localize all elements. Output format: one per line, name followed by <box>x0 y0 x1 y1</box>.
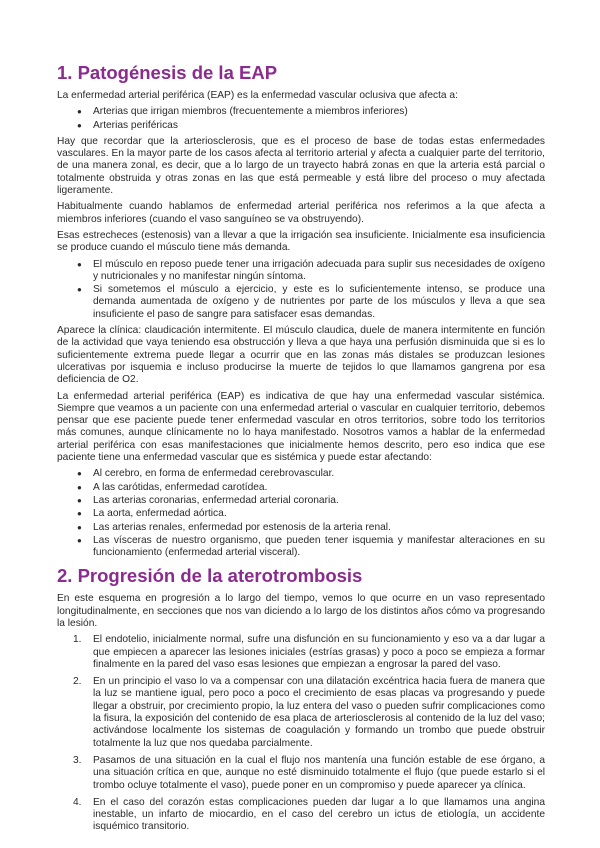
step-number: 1. <box>73 634 82 646</box>
section-1-heading: 1. Patogénesis de la EAP <box>57 62 278 83</box>
paragraph-progression-intro: En este esquema en progresión a lo largo del tiempo, vemos lo que ocurre en un vaso representado longitudinalmente, en secciones que nos van diciendo a lo largo de los distintos años cómo va progresando la lesión. <box>57 593 545 629</box>
list-item: ● Las arterias coronarias, enfermedad arterial coronaria. <box>93 495 545 507</box>
paragraph-arteriosclerosis: Hay que recordar que la arteriosclerosis, que es el proceso de base de todas estas enfermedades vasculares. En la mayor parte de los casos afecta al territorio arterial y afecta a cualquier parte del territorio, de una manera zonal, es decir, que a lo largo de un trayecto habrá zonas en que la arteria está parcial o totalmente obstruida y otras zonas en las que está permeable y está libre del proceso o muy afectada ligeramente. <box>57 135 545 197</box>
step-item <box>73 796 545 834</box>
muscle-demand-list <box>57 259 545 321</box>
step-text: Pasamos de una situación en la cual el flujo nos mantenía una función estable de ese órgano, a una situación crítica en que, aunque no esté disminuido totalmente el flujo (que puede estarlo si el trombo ocluye totalmente el vaso), puede poner en un compromiso y puede aparecer ya clínica. <box>93 754 545 791</box>
list-item: ● Las vísceras de nuestro organismo, que pueden tener isquemia y manifestar alteraciones en su funcionamiento (enfermedad arterial visceral). <box>93 535 545 560</box>
step-item <box>73 676 545 750</box>
section-2-heading: 2. Progresión de la aterotrombosis <box>57 565 363 587</box>
progression-steps-list <box>57 634 545 833</box>
paragraph-stenosis: Esas estrecheces (estenosis) van a llevar a que la irrigación sea insuficiente. Inicialmente esa insuficiencia se produce cuando el músculo tiene más demanda. <box>57 229 545 254</box>
step-text: El endotelio, inicialmente normal, sufre una disfunción en su funcionamiento y eso va a dar lugar a que empiecen a aparecer las lesiones iniciales (estrías grasas) y poco a poco se empieza a formar finalmente en la pared del vaso esas lesiones que empiezan a engrosar la pared del vaso. <box>93 634 545 670</box>
step-number: 2. <box>73 676 82 688</box>
affected-arteries-list <box>57 106 545 132</box>
list-item: ● Al cerebro, en forma de enfermedad cerebrovascular. <box>93 468 545 480</box>
paragraph-claudication: Aparece la clínica: claudicación intermitente. El músculo claudica, duele de manera intermitente en función de la actividad que vaya teniendo esa obstrucción y lleva a que haya una perfusión disminuida que si es lo suficientemente extrema puede llegar a ocurrir que en las zonas más distales se produzcan lesiones ulcerativas por isquemia e incluso producirse la muerte de tejidos lo que llamamos gangrena por esa deficiencia de O2. <box>57 325 545 386</box>
list-item: ● El músculo en reposo puede tener una irrigación adecuada para suplir sus necesidades de oxígeno y nutricionales y no manifestar ningún síntoma. <box>93 259 545 284</box>
paragraph-eap-definition: La enfermedad arterial periférica (EAP) es la enfermedad vascular oclusiva que afecta a: <box>57 90 458 101</box>
list-item: ● Arterias que irrigan miembros (frecuentemente a miembros inferiores) <box>93 106 545 118</box>
territories-list <box>57 468 545 559</box>
document-page <box>57 62 545 839</box>
paragraph-systemic-disease: La enfermedad arterial periférica (EAP) es indicativa de que hay una enfermedad vascular sistémica. Siempre que veamos a un paciente con una enfermedad arterial o vascular en cualquier territorio, debemos pensar que ese paciente puede tener enfermedad vascular en otros territorios, sobre todo los territorios más comunes, aunque clínicamente no lo haya manifestado. Nosotros vamos a hablar de la enfermedad arterial periférica con esas manifestaciones que inicialmente hemos descrito, pero eso indica que ese paciente tiene una enfermedad vascular que es sistémica y puede estar afectando: <box>57 390 545 464</box>
list-item: ● Arterias periféricas <box>93 120 545 132</box>
step-item <box>73 634 545 671</box>
list-item: ● Las arterias renales, enfermedad por estenosis de la arteria renal. <box>93 522 545 534</box>
step-item <box>73 754 545 792</box>
step-number: 4. <box>73 796 82 808</box>
list-item: ● A las carótidas, enfermedad carotídea. <box>93 482 545 494</box>
list-item: ● Si sometemos el músculo a ejercicio, y este es lo suficientemente intenso, se produce una demanda aumentada de oxígeno y de nutrientes por parte de los músculos y lleva a que sea insuficiente el paso de sangre para satisfacer esas demandas. <box>93 284 545 321</box>
list-item: ● La aorta, enfermedad aórtica. <box>93 508 545 520</box>
step-text: En el caso del corazón estas complicaciones pueden dar lugar a lo que llamamos una angina inestable, un infarto de miocardio, en el caso del cerebro un ictus de etiología, un accidente isquémico transitorio. <box>93 796 545 833</box>
step-text: En un principio el vaso lo va a compensar con una dilatación excéntrica hacia fuera de manera que la luz se mantiene igual, pero poco a poco el crecimiento de esas placas va progresando y puede llegar a obstruir, por crecimiento propio, la luz entera del vaso o pueden sufrir complicaciones como la fisura, la exposición del contenido de esa placa de arteriosclerosis al contenido de la luz del vaso; activándose localmente los sistemas de coagulación y formando un trombo que puede obstruir totalmente la luz que nos quedaba parcialmente. <box>93 676 545 749</box>
paragraph-lower-limbs: Habitualmente cuando hablamos de enfermedad arterial periférica nos referimos a la que afecta a miembros inferiores (cuando el vaso sanguíneo se va obstruyendo). <box>57 201 545 225</box>
step-number: 3. <box>73 754 82 766</box>
